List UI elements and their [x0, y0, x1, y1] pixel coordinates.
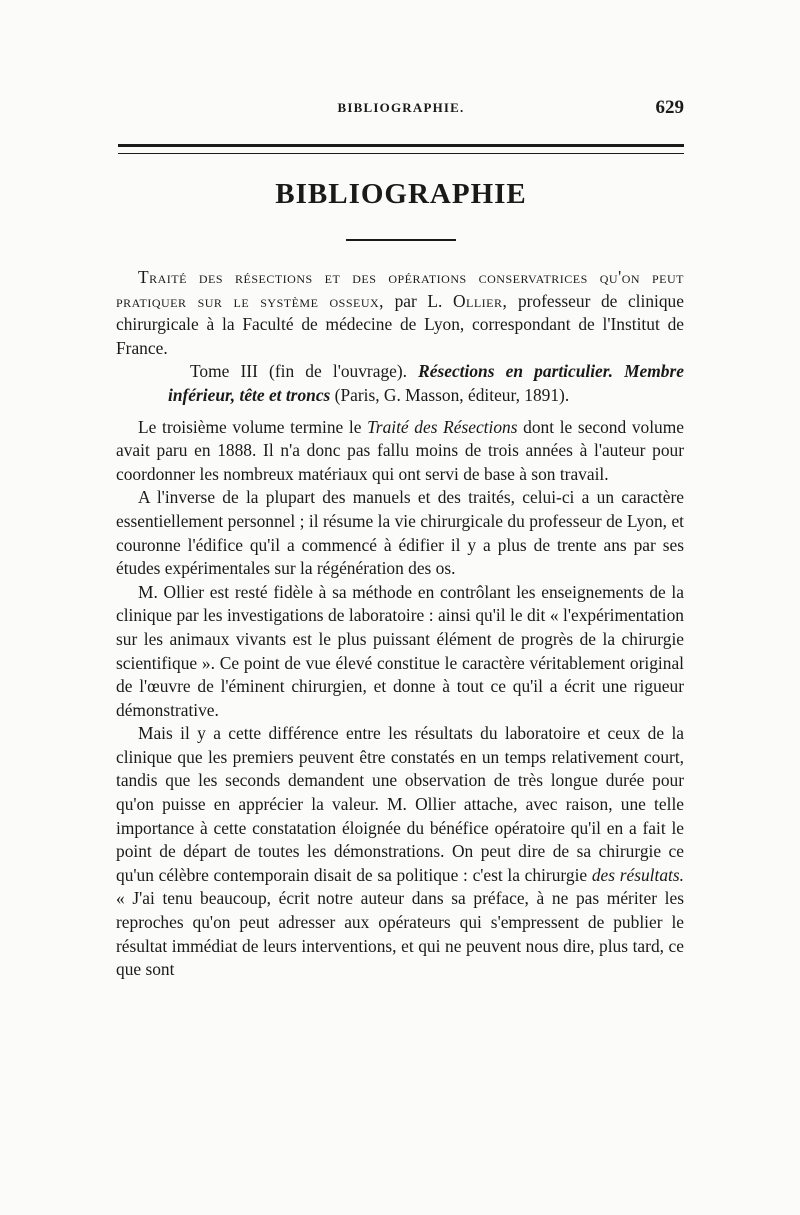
tome-prefix: Tome III (fin de l'ouvrage). — [190, 361, 419, 382]
entry-description: professeur de clinique chirurgicale à la Faculté de médecine de Lyon, correspondant de l'Institut de France. — [116, 290, 684, 358]
running-title: BIBLIOGRAPHIE. — [337, 100, 465, 115]
paragraph-1-b: dont le second volume avait paru en 1888. Il n'a donc pas fallu moins de trois années à l'auteur pour coordonner les nombreux matériaux qui ont servi de base à son travail. — [116, 416, 684, 484]
running-head — [118, 97, 684, 122]
title-underline-rule — [346, 239, 456, 241]
page-number: 629 — [655, 97, 684, 118]
entry-tome — [116, 360, 684, 407]
paragraph-1-italic: Traité des Résections — [367, 416, 518, 437]
paragraph-4 — [116, 722, 684, 982]
header-double-rule — [118, 144, 684, 154]
paragraph-1 — [116, 416, 684, 487]
entry-by: par L. — [384, 290, 453, 311]
page-title: BIBLIOGRAPHIE — [275, 178, 527, 210]
paragraph-4-italic: des résultats. — [591, 864, 684, 885]
paragraph-4-a: Mais il y a cette différence entre les résultats du laboratoire et ceux de la clinique que les premiers peuvent être constatés en un temps relativement court, tandis que les seconds demandent une observation de très longue durée pour qu'on puisse en apprécier la valeur. M. Ollier attache, avec raison, une telle importance à cette constatation éloignée du bénéfice opératoire qu'il en a fait le point de départ de toutes les démonstrations. On peut dire de sa chirurgie ce qu'un célèbre contemporain disait de sa politique : c'est la chirurgie — [116, 723, 684, 885]
paragraph-3: M. Ollier est resté fidèle à sa méthode en contrôlant les enseignements de la clinique par les investigations de laboratoire : ainsi qu'il le dit « l'expérimentation sur les animaux vivants est le plus puissant élément de progrès de la chirurgie scientifique ». Ce point de vue élevé constitue le caractère véritablement original de l'œuvre de l'éminent chirurgien, et donne à tout ce qu'il a écrit une rigueur démonstrative. — [116, 581, 684, 720]
paragraph-4-b: « J'ai tenu beaucoup, écrit notre auteur dans sa préface, à ne pas mériter les reproches qu'on peut adresser aux opérateurs qui s'empressent de publier le résultat immédiat de leurs interventions, et qui ne peuvent nous dire, plus tard, ce que sont — [116, 888, 684, 980]
entry-title: Traité des résections et des opérations conservatrices qu'on peut pratiquer sur le système osseux, — [116, 267, 684, 311]
entry-author: Ollier, — [452, 290, 508, 311]
body-text — [116, 266, 684, 982]
tome-publisher: (Paris, G. Masson, éditeur, 1891). — [330, 384, 570, 405]
tome-title: Résections en particulier. Membre inférieur, tête et troncs — [168, 361, 684, 405]
paragraph-2: A l'inverse de la plupart des manuels et des traités, celui-ci a un caractère essentiellement personnel ; il résume la vie chirurgicale du professeur de Lyon, et couronne l'édifice qu'il a commencé à édifier il y a plus de trente ans par ses études expérimentales sur la régénération des os. — [116, 487, 684, 579]
paragraph-1-a: Le troisième volume termine le — [138, 416, 368, 437]
bibliographic-entry — [116, 266, 684, 360]
